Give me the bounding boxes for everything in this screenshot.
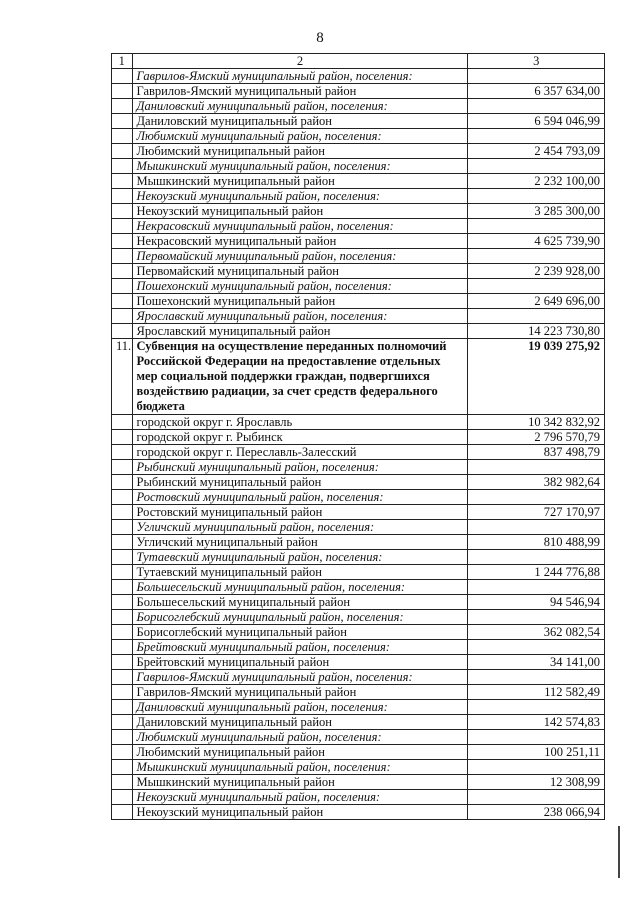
amount-cell: [468, 730, 605, 745]
row-number-cell: [112, 114, 133, 129]
table-row: [112, 264, 605, 279]
settlements-subheader-row: [112, 640, 605, 655]
table-row: [112, 415, 605, 430]
municipality-name-cell: Некоузский муниципальный район: [132, 805, 468, 820]
table-header-row: [112, 54, 605, 69]
amount-cell: 1 244 776,88: [468, 565, 605, 580]
amount-cell: [468, 640, 605, 655]
amount-cell: 2 796 570,79: [468, 430, 605, 445]
amount-cell: [468, 99, 605, 114]
row-number-cell: [112, 69, 133, 84]
municipality-name-cell: Некоузский муниципальный район, поселения:: [132, 189, 468, 204]
amount-cell: [468, 790, 605, 805]
amount-cell: [468, 159, 605, 174]
header-col-2: 2: [132, 54, 468, 69]
settlements-subheader-row: [112, 279, 605, 294]
municipality-name-cell: Угличский муниципальный район, поселения:: [132, 520, 468, 535]
settlements-subheader-row: [112, 219, 605, 234]
table-row: [112, 84, 605, 99]
row-number-cell: [112, 99, 133, 114]
municipality-name-cell: Ростовский муниципальный район, поселения:: [132, 490, 468, 505]
amount-cell: [468, 520, 605, 535]
table-row: [112, 595, 605, 610]
row-number-cell: [112, 490, 133, 505]
municipality-name-cell: Мышкинский муниципальный район: [132, 775, 468, 790]
row-number-cell: [112, 219, 133, 234]
amount-cell: [468, 129, 605, 144]
amount-cell: 6 594 046,99: [468, 114, 605, 129]
municipality-name-cell: Рыбинский муниципальный район, поселения:: [132, 460, 468, 475]
amount-cell: 19 039 275,92: [468, 339, 605, 415]
amount-cell: 362 082,54: [468, 625, 605, 640]
amount-cell: [468, 279, 605, 294]
row-number-cell: [112, 294, 133, 309]
table-row: [112, 430, 605, 445]
amount-cell: [468, 309, 605, 324]
row-number-cell: [112, 174, 133, 189]
row-number-cell: [112, 445, 133, 460]
subvention-table: [111, 53, 605, 820]
row-number-cell: [112, 309, 133, 324]
settlements-subheader-row: [112, 760, 605, 775]
settlements-subheader-row: [112, 159, 605, 174]
row-number-cell: [112, 550, 133, 565]
table-row: [112, 655, 605, 670]
settlements-subheader-row: [112, 460, 605, 475]
row-number-cell: [112, 84, 133, 99]
municipality-name-cell: Любимский муниципальный район: [132, 745, 468, 760]
table-row: [112, 775, 605, 790]
table-row: [112, 625, 605, 640]
municipality-name-cell: Даниловский муниципальный район, поселения:: [132, 700, 468, 715]
row-number-cell: [112, 790, 133, 805]
settlements-subheader-row: [112, 99, 605, 114]
municipality-name-cell: Любимский муниципальный район, поселения:: [132, 730, 468, 745]
municipality-name-cell: Мышкинский муниципальный район: [132, 174, 468, 189]
municipality-name-cell: Даниловский муниципальный район: [132, 114, 468, 129]
row-number-cell: [112, 475, 133, 490]
amount-cell: 6 357 634,00: [468, 84, 605, 99]
municipality-name-cell: Гаврилов-Ямский муниципальный район: [132, 685, 468, 700]
settlements-subheader-row: [112, 129, 605, 144]
amount-cell: [468, 670, 605, 685]
municipality-name-cell: Рыбинский муниципальный район: [132, 475, 468, 490]
amount-cell: [468, 760, 605, 775]
amount-cell: 2 232 100,00: [468, 174, 605, 189]
header-col-1: 1: [112, 54, 133, 69]
header-col-3: 3: [468, 54, 605, 69]
amount-cell: 3 285 300,00: [468, 204, 605, 219]
amount-cell: [468, 460, 605, 475]
amount-cell: 4 625 739,90: [468, 234, 605, 249]
row-number-cell: [112, 805, 133, 820]
row-number-cell: [112, 715, 133, 730]
row-number-cell: [112, 565, 133, 580]
municipality-name-cell: Некоузский муниципальный район: [132, 204, 468, 219]
table-row: [112, 114, 605, 129]
page-number: 8: [316, 30, 324, 46]
row-number-cell: [112, 144, 133, 159]
municipality-name-cell: Некрасовский муниципальный район: [132, 234, 468, 249]
amount-cell: 10 342 832,92: [468, 415, 605, 430]
amount-cell: 142 574,83: [468, 715, 605, 730]
municipality-name-cell: Борисоглебский муниципальный район: [132, 625, 468, 640]
municipality-name-cell: Любимский муниципальный район: [132, 144, 468, 159]
amount-cell: [468, 69, 605, 84]
row-number-cell: [112, 700, 133, 715]
municipality-name-cell: Даниловский муниципальный район, поселения:: [132, 99, 468, 114]
row-number-cell: [112, 234, 133, 249]
row-number-cell: [112, 595, 133, 610]
municipality-name-cell: Ростовский муниципальный район: [132, 505, 468, 520]
municipality-name-cell: Гаврилов-Ямский муниципальный район: [132, 84, 468, 99]
amount-cell: 810 488,99: [468, 535, 605, 550]
row-number-cell: [112, 685, 133, 700]
row-number-cell: [112, 505, 133, 520]
amount-cell: 2 454 793,09: [468, 144, 605, 159]
table-row: [112, 445, 605, 460]
amount-cell: [468, 580, 605, 595]
municipality-name-cell: Ярославский муниципальный район, поселения:: [132, 309, 468, 324]
table-row: [112, 745, 605, 760]
amount-cell: 727 170,97: [468, 505, 605, 520]
table-row: [112, 324, 605, 339]
amount-cell: 100 251,11: [468, 745, 605, 760]
settlements-subheader-row: [112, 490, 605, 505]
municipality-name-cell: Первомайский муниципальный район, поселения:: [132, 249, 468, 264]
row-number-cell: [112, 730, 133, 745]
row-number-cell: [112, 655, 133, 670]
amount-cell: 837 498,79: [468, 445, 605, 460]
settlements-subheader-row: [112, 189, 605, 204]
table-row: [112, 715, 605, 730]
municipality-name-cell: Некоузский муниципальный район, поселения:: [132, 790, 468, 805]
row-number-cell: [112, 129, 133, 144]
scan-mark: [618, 826, 620, 878]
municipality-name-cell: Даниловский муниципальный район: [132, 715, 468, 730]
row-number-cell: [112, 324, 133, 339]
row-number-cell: [112, 249, 133, 264]
amount-cell: [468, 219, 605, 234]
row-number-cell: [112, 415, 133, 430]
amount-cell: [468, 610, 605, 625]
row-number-cell: [112, 640, 133, 655]
municipality-name-cell: Тутаевский муниципальный район: [132, 565, 468, 580]
settlements-subheader-row: [112, 730, 605, 745]
municipality-name-cell: Пошехонский муниципальный район, поселения:: [132, 279, 468, 294]
amount-cell: 112 582,49: [468, 685, 605, 700]
municipality-name-cell: Большесельский муниципальный район: [132, 595, 468, 610]
amount-cell: [468, 189, 605, 204]
row-number-cell: [112, 159, 133, 174]
table-row: [112, 685, 605, 700]
row-number-cell: [112, 610, 133, 625]
amount-cell: 94 546,94: [468, 595, 605, 610]
municipality-name-cell: городской округ г. Ярославль: [132, 415, 468, 430]
municipality-name-cell: Брейтовский муниципальный район: [132, 655, 468, 670]
row-number-cell: [112, 535, 133, 550]
municipality-name-cell: Брейтовский муниципальный район, поселения:: [132, 640, 468, 655]
row-number-cell: [112, 760, 133, 775]
municipality-name-cell: Первомайский муниципальный район: [132, 264, 468, 279]
municipality-name-cell: Любимский муниципальный район, поселения:: [132, 129, 468, 144]
row-number-cell: [112, 775, 133, 790]
settlements-subheader-row: [112, 790, 605, 805]
settlements-subheader-row: [112, 610, 605, 625]
amount-cell: [468, 700, 605, 715]
amount-cell: 382 982,64: [468, 475, 605, 490]
municipality-name-cell: Мышкинский муниципальный район, поселения:: [132, 159, 468, 174]
municipality-name-cell: Угличский муниципальный район: [132, 535, 468, 550]
row-number-cell: [112, 279, 133, 294]
amount-cell: [468, 490, 605, 505]
table-row: [112, 475, 605, 490]
row-number-cell: [112, 430, 133, 445]
settlements-subheader-row: [112, 309, 605, 324]
municipality-name-cell: Ярославский муниципальный район: [132, 324, 468, 339]
municipality-name-cell: городской округ г. Рыбинск: [132, 430, 468, 445]
table-row: [112, 144, 605, 159]
row-number-cell: [112, 264, 133, 279]
amount-cell: [468, 249, 605, 264]
municipality-name-cell: Мышкинский муниципальный район, поселения:: [132, 760, 468, 775]
table-row: [112, 535, 605, 550]
row-number-cell: [112, 625, 133, 640]
municipality-name-cell: Большесельский муниципальный район, поселения:: [132, 580, 468, 595]
table-row: [112, 204, 605, 219]
settlements-subheader-row: [112, 69, 605, 84]
row-number-cell: 11.: [112, 339, 133, 415]
settlements-subheader-row: [112, 700, 605, 715]
amount-cell: 34 141,00: [468, 655, 605, 670]
settlements-subheader-row: [112, 550, 605, 565]
table-row: [112, 234, 605, 249]
section-title-row: [112, 339, 605, 415]
amount-cell: 2 239 928,00: [468, 264, 605, 279]
municipality-name-cell: городской округ г. Переславль-Залесский: [132, 445, 468, 460]
row-number-cell: [112, 580, 133, 595]
settlements-subheader-row: [112, 670, 605, 685]
municipality-name-cell: Тутаевский муниципальный район, поселения:: [132, 550, 468, 565]
amount-cell: 14 223 730,80: [468, 324, 605, 339]
municipality-name-cell: Гаврилов-Ямский муниципальный район, поселения:: [132, 670, 468, 685]
municipality-name-cell: Пошехонский муниципальный район: [132, 294, 468, 309]
municipality-name-cell: Борисоглебский муниципальный район, поселения:: [132, 610, 468, 625]
row-number-cell: [112, 189, 133, 204]
amount-cell: 12 308,99: [468, 775, 605, 790]
settlements-subheader-row: [112, 580, 605, 595]
table-row: [112, 805, 605, 820]
table-row: [112, 174, 605, 189]
row-number-cell: [112, 520, 133, 535]
settlements-subheader-row: [112, 520, 605, 535]
municipality-name-cell: Некрасовский муниципальный район, поселения:: [132, 219, 468, 234]
municipality-name-cell: Гаврилов-Ямский муниципальный район, поселения:: [132, 69, 468, 84]
table-row: [112, 505, 605, 520]
row-number-cell: [112, 745, 133, 760]
amount-cell: 2 649 696,00: [468, 294, 605, 309]
table-row: [112, 294, 605, 309]
amount-cell: [468, 550, 605, 565]
amount-cell: 238 066,94: [468, 805, 605, 820]
settlements-subheader-row: [112, 249, 605, 264]
section-title-cell: Субвенция на осуществление переданных полномочий Российской Федерации на предоставление отдельных мер социальной поддержки граждан, подвергшихся воздействию радиации, за счет средств федерального бюджета: [132, 339, 468, 415]
table-row: [112, 565, 605, 580]
row-number-cell: [112, 670, 133, 685]
row-number-cell: [112, 460, 133, 475]
row-number-cell: [112, 204, 133, 219]
